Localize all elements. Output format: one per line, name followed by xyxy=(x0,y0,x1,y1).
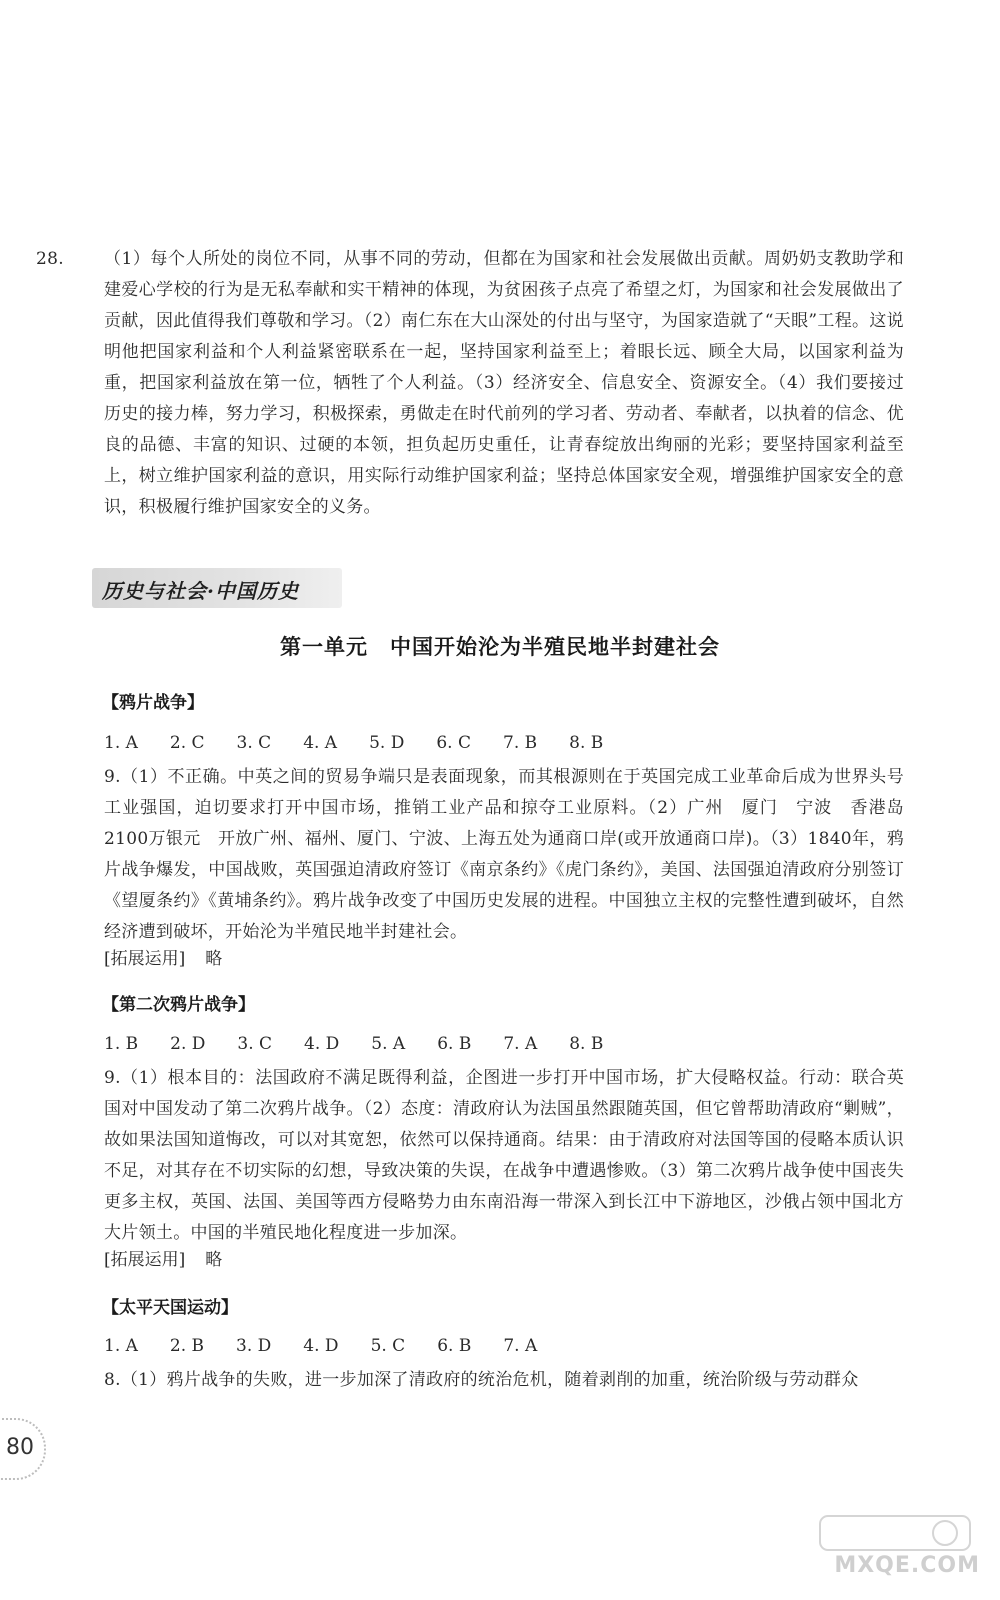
answer-item: 7. A xyxy=(503,1034,538,1054)
question-8-taiping: 8.（1）鸦片战争的失败，进一步加深了清政府的统治危机，随着剥削的加重，统治阶级与劳动群众 xyxy=(104,1370,859,1390)
answer-item: 8. B xyxy=(569,1034,604,1054)
question-9-opium-war: 9.（1）不正确。中英之间的贸易争端只是表面现象，而其根源则在于英国完成工业革命后成为世界头号工业强国，迫切要求打开中国市场，推销工业产品和掠夺工业原料。（2）广州 厦门 宁波 香港岛 2100万银元 开放广州、福州、厦门、宁波、上海五处为通商口岸(或开放通商口岸)。（3）1840年，鸦片战争爆发，中国战败，英国强迫清政府签订《南京条约》《虎门条约》，美国、法国强迫清政府分别签订《望厦条约》《黄埔条约》。鸦片战争改变了中国历史发展的进程。中国独立主权的完整性遭到破坏，自然经济遭到破坏，开始沦为半殖民地半封建社会。 xyxy=(104,767,922,942)
answer-item: 4. A xyxy=(303,733,338,753)
answer-item: 1. A xyxy=(104,733,138,753)
expand-application xyxy=(104,1245,222,1270)
watermark-text: MXQE.COM xyxy=(834,1553,980,1578)
answer-item: 2. D xyxy=(170,1034,206,1054)
section-banner-text: 历史与社会·中国历史 xyxy=(102,579,299,603)
watermark-icon xyxy=(810,1508,980,1558)
answer-list xyxy=(104,1336,569,1356)
answer-list xyxy=(104,733,635,753)
answer-item: 4. D xyxy=(304,1034,340,1054)
question-28-text: （1）每个人所处的岗位不同，从事不同的劳动，但都在为国家和社会发展做出贡献。周奶奶支教助学和建爱心学校的行为是无私奉献和实干精神的体现，为贫困孩子点亮了希望之灯，为国家和社会发展做出了贡献，因此值得我们尊敬和学习。（2）南仁东在大山深处的付出与坚守，为国家造就了“天眼”工程。这说明他把国家利益和个人利益紧密联系在一起，坚持国家利益至上；着眼长远、顾全大局，以国家利益为重，把国家利益放在第一位，牺牲了个人利益。（3）经济安全、信息安全、资源安全。（4）我们要接过历史的接力棒，努力学习，积极探索，勇做走在时代前列的学习者、劳动者、奉献者，以执着的信念、优良的品德、丰富的知识、过硬的本领，担负起历史重任，让青春绽放出绚丽的光彩；要坚持国家利益至上，树立维护国家利益的意识，用实际行动维护国家利益；坚持总体国家安全观，增强维护国家安全的意识，积极履行维护国家安全的义务。 xyxy=(104,249,904,517)
answer-item: 5. D xyxy=(369,733,405,753)
unit-title: 第一单元 中国开始沦为半殖民地半封建社会 xyxy=(280,635,720,659)
answer-item: 3. C xyxy=(236,733,272,753)
answer-item: 3. D xyxy=(236,1336,272,1356)
question-28 xyxy=(36,244,904,523)
expand-application xyxy=(104,944,222,969)
section-heading-opium-war: 【鸦片战争】 xyxy=(102,693,204,713)
page-number: 80 xyxy=(6,1435,34,1460)
answer-item: 5. C xyxy=(370,1336,406,1356)
answer-item: 2. C xyxy=(169,733,205,753)
answer-item: 5. A xyxy=(371,1034,406,1054)
answer-item: 6. C xyxy=(436,733,471,753)
answer-list xyxy=(104,1034,635,1054)
answer-item: 4. D xyxy=(303,1336,339,1356)
expand-label: [拓展运用] xyxy=(104,1250,186,1270)
answer-item: 6. B xyxy=(437,1336,472,1356)
watermark-logo xyxy=(810,1508,980,1578)
answer-item: 1. B xyxy=(104,1034,139,1054)
answer-item: 6. B xyxy=(437,1034,472,1054)
expand-value: 略 xyxy=(205,1250,223,1270)
question-9-second-opium-war: 9.（1）根本目的：法国政府不满足既得利益，企图进一步打开中国市场，扩大侵略权益。行动：联合英国对中国发动了第二次鸦片战争。（2）态度：清政府认为法国虽然跟随英国，但它曾帮助清政府“剿贼”，故如果法国知道悔改，可以对其宽恕，依然可以保持通商。结果：由于清政府对法国等国的侵略本质认识不足，对其存在不切实际的幻想，导致决策的失误，在战争中遭遇惨败。（3）第二次鸦片战争使中国丧失更多主权，英国、法国、美国等西方侵略势力由东南沿海一带深入到长江中下游地区，沙俄占领中国北方大片领土。中国的半殖民地化程度进一步加深。 xyxy=(104,1068,904,1243)
section-heading-second-opium-war: 【第二次鸦片战争】 xyxy=(102,995,255,1015)
answer-item: 2. B xyxy=(169,1336,205,1356)
answer-item: 8. B xyxy=(569,733,604,753)
answer-item: 7. B xyxy=(503,733,538,753)
answer-item: 1. A xyxy=(104,1336,138,1356)
question-number: 28. xyxy=(36,249,64,269)
section-banner xyxy=(92,568,342,608)
expand-value: 略 xyxy=(205,949,223,969)
answer-item: 7. A xyxy=(503,1336,538,1356)
section-heading-taiping: 【太平天国运动】 xyxy=(102,1298,238,1318)
answer-item: 3. C xyxy=(237,1034,273,1054)
expand-label: [拓展运用] xyxy=(104,949,186,969)
